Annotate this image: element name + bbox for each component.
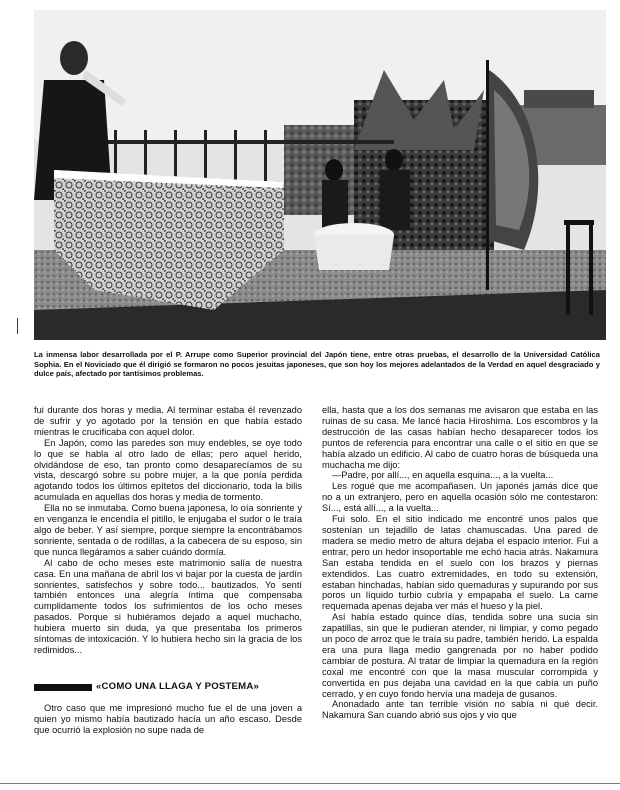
paragraph: ella, hasta que a los dos semanas me avisaron que estaba en las ruinas de su casa. Me lancé hacia Hiroshima. Los escombros y la destrucción de las casas habían hecho desaparecer todos los puntos de referencia para encontrar una calle o el sitio en que se había alzado un edificio. Al cabo de cuatro horas de búsqueda una muchacha me dijo: <box>322 405 598 470</box>
photo-caption: La inmensa labor desarrollada por el P. Arrupe como Superior provincial del Japón tiene, entre otras pruebas, el desarrollo de la Universidad Católica Sophia. En el Noviciado que él dirigió se formaron no pocos jesuitas japoneses, que son hoy los mejores adelantados de la Verdad en aquel desgraciado y dulce país, afectado por tantísimos problemas. <box>34 350 600 378</box>
paragraph: Anonadado ante tan terrible visión no sabía ni qué decir. Nakamura San cuando abrió sus ojos y vio que <box>322 699 598 721</box>
news-photo <box>34 10 606 340</box>
paragraph: fui durante dos horas y media. Al terminar estaba él revenzado de sufrir y yo agotado por la tensión en que había estado mientras le crucificaba con aquel dolor. <box>34 405 302 437</box>
page-bottom-rule <box>0 783 620 784</box>
subheading-text: «COMO UNA LLAGA Y POSTEMA» <box>96 680 259 692</box>
paragraph: Ella no se inmutaba. Como buena japonesa, lo oía sonriente y en venganza le encendía el pitillo, le enjugaba el sudor o le traía algo de beber. Y así siempre, porque siempre la encontrábamos sonriente, sentada o de rodillas, a la cabecera de su esposo, sin que nunca llegáramos a saber cuándo dormía. <box>34 503 302 557</box>
paragraph: Así había estado quince días, tendida sobre una sucia sin zapatillas, sin que le pudieran atender, ni limpiar, y como pegado un poco de arroz que le traía su padre, también herido. La espalda era una pura llaga medio gangrenada por no haber podido cambiar de postura. Al tratar de limpiar la quemadura en la región coxal me encontré con que la masa muscular corrompida y convertida en pus dejaba una cavidad en la que cabía un puño cerrado, y en cuyo fondo hervía una madeja de gusanos. <box>322 612 598 699</box>
margin-mark <box>17 318 18 334</box>
section-subheading <box>34 682 302 693</box>
paragraph: Les rogué que me acompañasen. Un japonés jamás dice que no a un extranjero, pero en aquella ocasión sólo me contestaron: Sí..., está allí..., a la vuelta... <box>322 481 598 514</box>
paragraph: Al cabo de ocho meses este matrimonio salía de nuestra casa. En una mañana de abril los vi bajar por la cuesta de jardín sonrientes, satisfechos y sobre todo... bautizados. Yo sentí también entonces una alegría íntima que compensaba cumplidamente todos los sufrimientos de los ocho meses pasados. Porque si hubiéramos dejado a aquel muchacho, hubiera muerto sin duda, ya que presentaba los primeros síntomas de intoxicación. Y lo hubiera hecho sin la gracia de los redimidos... <box>34 557 302 655</box>
paragraph: Otro caso que me impresionó mucho fue el de una joven a quien yo mismo había bautizado hacía un año escaso. Desde que ocurrió la explosión no supe nada de <box>34 702 302 735</box>
subheading-bar <box>34 684 92 691</box>
article-column-right <box>322 405 598 721</box>
paragraph: —Padre, por allí..., en aquella esquina..., a la vuelta... <box>332 470 554 481</box>
paragraph: Fui solo. En el sitio indicado me encontré unos palos que sostenían un tejadillo de latas chamuscadas. Una pared de madera se medio metro de altura dejaba el espacio interior. Fui a entrar, pero un hedor insoportable me echó hacia atrás. Nakamura San estaba tendida en el suelo con los brazos y piernas extendidos. Las cuatro extremidades, en todo su extensión, estaban hinchadas, habían sido quemaduras y supurando por sus poros un líquido turbio cubría y empapaba el suelo. La carne requemada apenas dejaba ver más el hueso y la piel. <box>322 514 598 612</box>
photo-garden-ceremony <box>34 10 606 340</box>
article-column-left <box>34 405 302 735</box>
paragraph: En Japón, como las paredes son muy endebles, se oye todo lo que se habla al otro lado de ellas; pero aquel herido, olvidándose de eso, tan pronto como desaparecíamos de su vista, descargó sobre su pobre mujer, a la que ponía perdida agotando todos los últimos epítetos del diccionario, toda la bilis acumulada en aquellas dos horas y media de tormento. <box>34 437 302 503</box>
